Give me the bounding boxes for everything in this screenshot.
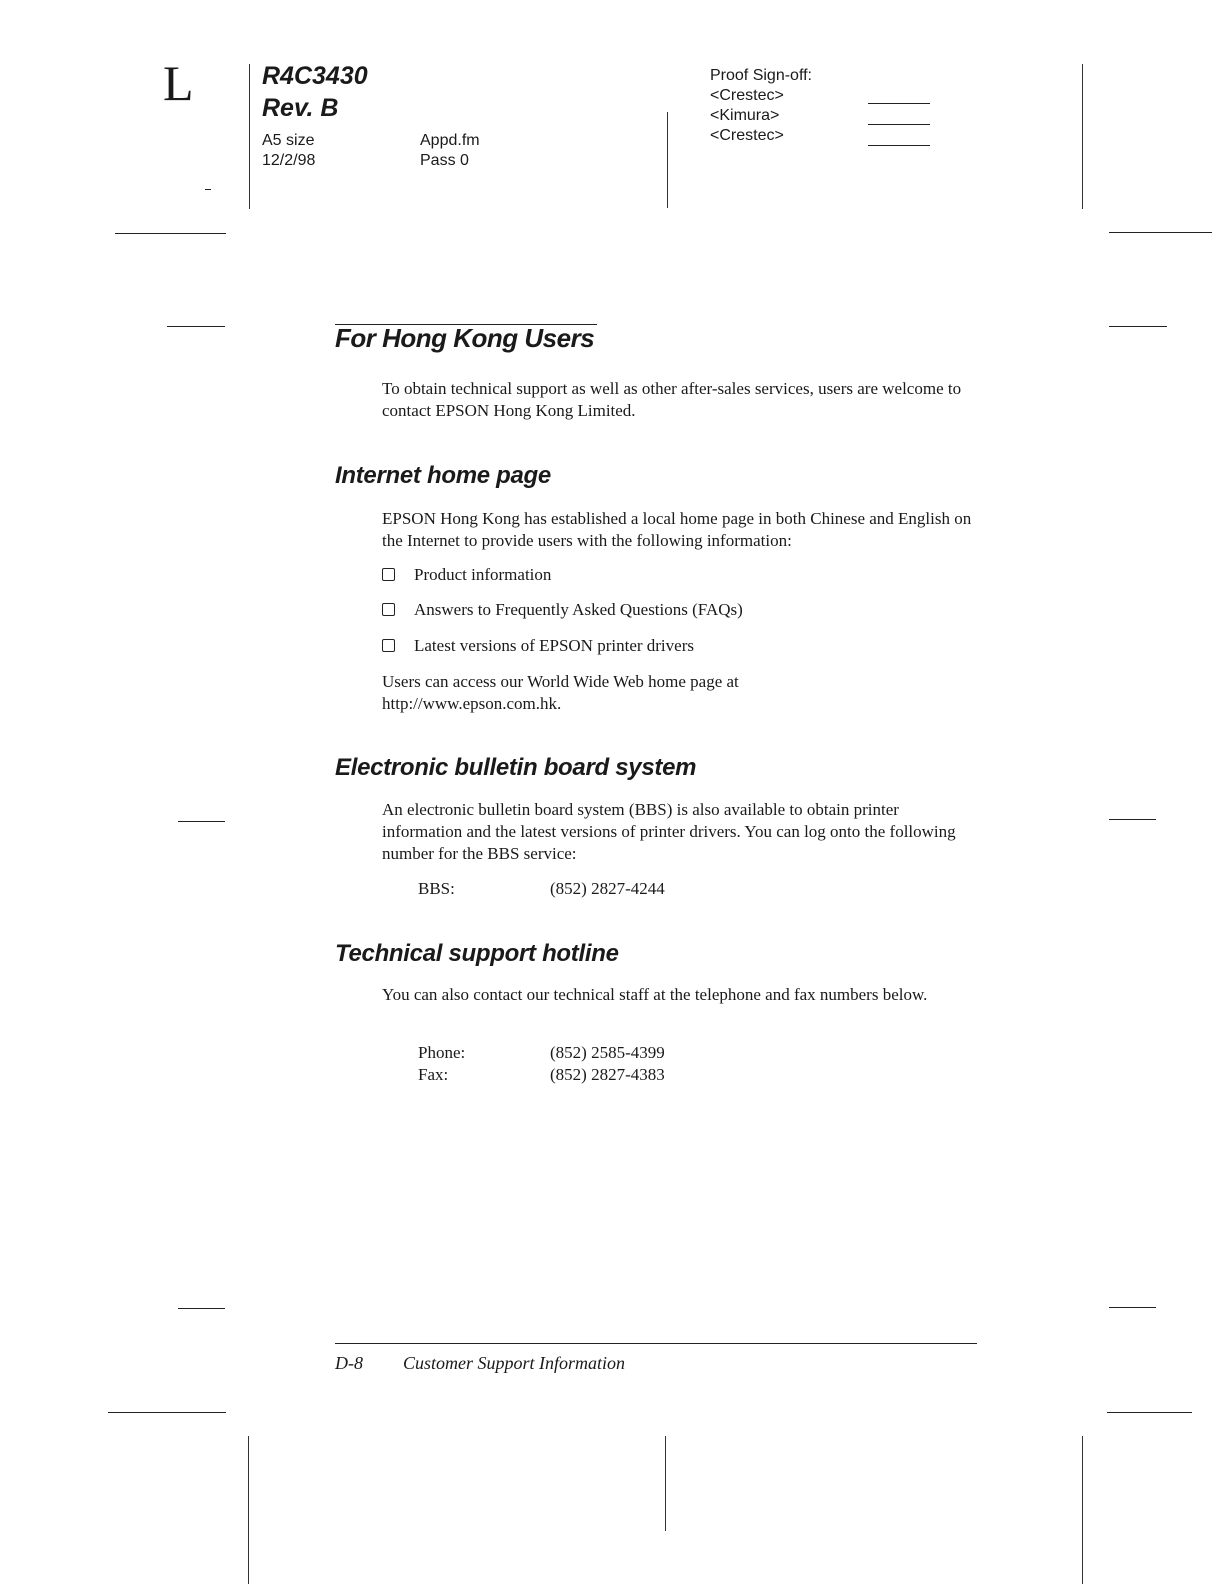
margin-mark [178,821,225,822]
bbs-heading: Electronic bulletin board system [335,754,697,781]
fax-label: Fax: [418,1065,449,1084]
header-divider-middle [667,112,668,208]
checkbox-bullet-icon [382,639,395,652]
signoff-line [868,124,930,125]
model-number: R4C3430 [262,62,368,90]
signoff-name: <Crestec> [710,87,784,104]
signoff-line [868,103,930,104]
margin-mark [1109,1307,1156,1308]
list-item: Product information [382,564,551,586]
phone-label: Phone: [418,1043,466,1062]
date: 12/2/98 [262,152,316,169]
page-number: D-8 [335,1353,363,1373]
checkbox-bullet-icon [382,603,395,616]
signoff-name: <Crestec> [710,127,784,144]
hotline-heading: Technical support hotline [335,940,619,967]
crop-mark [115,233,226,234]
file-name: Appd.fm [420,132,480,149]
internet-heading: Internet home page [335,462,551,489]
margin-mark [1109,819,1156,820]
phone-number: (852) 2585-4399 [550,1043,665,1062]
crop-mark [1107,1412,1192,1413]
hotline-paragraph: You can also contact our technical staff at the telephone and fax numbers below. [382,985,928,1004]
margin-mark [167,326,225,327]
header-divider-left [249,64,250,209]
revision: Rev. B [262,94,339,122]
margin-mark [1109,326,1167,327]
fax-number: (852) 2827-4383 [550,1065,665,1084]
bottom-line-left [248,1436,249,1584]
signoff-title: Proof Sign-off: [710,67,812,84]
crop-mark [1109,232,1212,233]
intro-paragraph: To obtain technical support as well as other after-sales services, users are welcome to contact EPSON Hong Kong Limited. [382,379,962,420]
signoff-line [868,145,930,146]
footer-section-title: Customer Support Information [403,1353,626,1373]
home-page-url: http://www.epson.com.hk. [382,694,562,713]
corner-letter: L [163,55,194,111]
bbs-label: BBS: [418,879,455,898]
access-text: Users can access our World Wide Web home page at [382,672,739,691]
bbs-number: (852) 2827-4244 [550,879,665,898]
list-item: Latest versions of EPSON printer drivers [382,635,694,657]
tick-mark [205,189,211,190]
margin-mark [178,1308,225,1309]
bottom-line-right [1082,1436,1083,1584]
pass-number: Pass 0 [420,152,469,169]
crop-mark [108,1412,226,1413]
bbs-paragraph: An electronic bulletin board system (BBS) is also available to obtain printer information and the latest versions of printer drivers. You can log onto the following number for the BBS service: [382,800,956,863]
list-item: Answers to Frequently Asked Questions (FAQs) [382,599,743,621]
footer-rule [335,1343,977,1344]
bottom-line-middle [665,1436,666,1531]
signoff-name: <Kimura> [710,107,780,124]
header-divider-right [1082,64,1083,209]
checkbox-bullet-icon [382,568,395,581]
internet-paragraph: EPSON Hong Kong has established a local home page in both Chinese and English on the Internet to provide users with the following information: [382,509,972,550]
page-title: For Hong Kong Users [335,323,595,353]
proof-signoff [710,66,812,146]
access-paragraph [382,671,982,715]
page-size: A5 size [262,132,315,149]
